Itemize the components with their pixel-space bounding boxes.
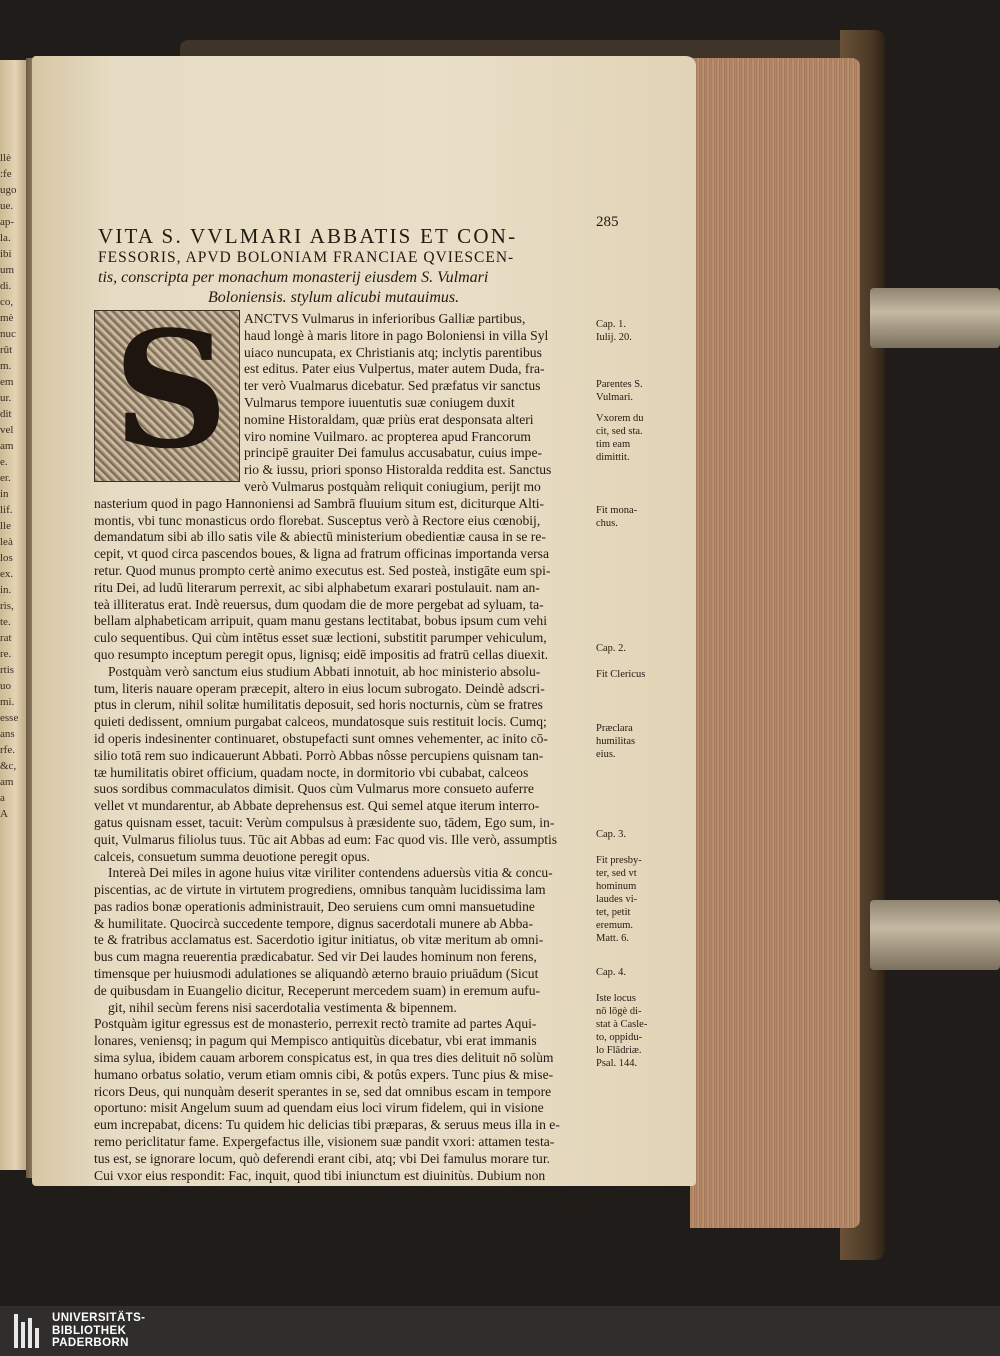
- left-margin-fragment: er.: [0, 472, 11, 484]
- metal-clasp-top: [870, 288, 1000, 348]
- left-margin-fragment: am: [0, 440, 14, 452]
- margin-note: [596, 828, 626, 841]
- text-line: quo resumpto inceptum peregit opus, lignisq; eidē impositis ad fratrū cellas diuexit.: [94, 646, 549, 662]
- left-margin-fragment: re.: [0, 648, 12, 660]
- margin-note-line: to, oppidu-: [596, 1032, 643, 1043]
- margin-note-line: lo Flādriæ.: [596, 1045, 642, 1056]
- left-margin-fragment: rfe.: [0, 744, 15, 756]
- initial-letter-glyph: S: [113, 296, 229, 484]
- margin-note-line: Fit Clericus: [596, 669, 646, 680]
- text-line: rio & iussu, priori sponso Historalda reddita est. Sanctus: [244, 462, 552, 478]
- margin-note-line: Cap. 2.: [596, 643, 627, 654]
- text-line: uiaco nuncupata, ex Christianis atq; inclytis parentibus: [244, 344, 542, 360]
- text-line: & humilitate. Quocircà succedente tempore, dignus sacerdotali munere ab Abba-: [94, 915, 533, 931]
- margin-note: [596, 992, 647, 1070]
- text-line: verò Vulmarus postquàm reliquit coniugium, perijt mo: [244, 478, 541, 494]
- left-margin-fragment: lif.: [0, 504, 13, 516]
- left-margin-fragment: ex.: [0, 568, 14, 580]
- text-line: principē grauiter Dei famulus accusabatur, cuius impe-: [244, 445, 543, 461]
- text-line: rò pa-: [555, 1201, 588, 1217]
- left-margin-fragment: la.: [0, 232, 11, 244]
- text-line: suos sordibus commaculatos dimisit. Quos cùm Vulmarus more consueto auferre: [94, 781, 534, 797]
- text-line: eum increpabat, dicens: Tu quidem hic delicias tibi præparas, & seruus meus illa in e-: [94, 1117, 560, 1133]
- left-margin-fragment: te.: [0, 616, 11, 628]
- left-margin-fragment: &c,: [0, 760, 17, 772]
- text-line: est editus. Pater eius Vulpertus, mater autem Duda, fra-: [244, 361, 545, 377]
- left-margin-fragment: m.: [0, 360, 12, 372]
- right-page: [32, 56, 696, 1217]
- left-margin-fragment: in: [0, 488, 9, 500]
- margin-note: [596, 504, 637, 530]
- title-line-3: tis, conscripta per monachum monasterij eiusdem S. Vulmari: [98, 269, 489, 286]
- title-line-1: VITA S. VVLMARI ABBATIS ET CON-: [98, 224, 518, 248]
- margin-note-line: Matt. 6.: [596, 933, 629, 944]
- margin-note-line: eremum.: [596, 920, 634, 931]
- margin-note-line: cit, sed sta.: [596, 426, 643, 437]
- margin-note-line: nō lōgè di-: [596, 1006, 642, 1017]
- text-line: nasterium quod in pago Hannoniensi ad Sambrā fluuium situm est, diciturque Alti-: [94, 495, 545, 511]
- margin-note: [596, 966, 626, 979]
- text-line: nomine Historaldam, quæ priùs erat desponsata alteri: [244, 411, 534, 427]
- left-margin-fragment: co,: [0, 296, 14, 308]
- margin-note: [596, 412, 644, 464]
- text-line: gatus quisnam esset, tacuit: Verùm compulsus à præsidente suo, tādem, Ego sum, in-: [94, 814, 555, 830]
- library-watermark: [0, 1306, 1000, 1356]
- left-margin-fragment: um: [0, 264, 15, 276]
- margin-note-line: Iulij. 20.: [596, 332, 632, 343]
- left-margin-fragment: uo: [0, 680, 11, 692]
- text-line: tum, literis nauare operam præcepit, altero in eius locum subrogato. Deindè adscri-: [94, 680, 545, 696]
- left-margin-fragment: :fe: [0, 168, 12, 180]
- margin-note: [596, 642, 626, 655]
- text-line: ter verò Vualmarus dicebatur. Sed præfatus vir sanctus: [244, 378, 541, 394]
- margin-note-line: Cap. 1.: [596, 319, 627, 330]
- margin-note: [596, 378, 643, 404]
- text-line: bellam alphabeticam arripuit, quam manu gestans lectitabat, bobus ipsum cum vehi: [94, 613, 548, 629]
- text-line: Postquàm verò sanctum eius studium Abbati innotuit, ab hoc ministerio absolu-: [108, 663, 541, 679]
- text-line: Intereà Dei miles in agone huius vitæ viriliter contendens aduersùs vitia & concu-: [108, 865, 553, 881]
- left-margin-fragment: em: [0, 376, 14, 388]
- text-line: quieti dedissent, omnium purgabat calceos, mundatosque suis restituit locis. Cumq;: [94, 714, 547, 730]
- text-line: tus est, se ignorare locum, quò deferendi erant cibi, atq; vbi Dei famulus morare tur.: [94, 1150, 551, 1166]
- left-margin-fragment: nuc: [0, 328, 16, 340]
- left-margin-fragment: rūt: [0, 344, 13, 356]
- page-number: 285: [596, 214, 619, 230]
- text-line: lonares, veniensq; in pagum qui Mempisco antiquitùs dicebatur, vbi erat immanis: [94, 1033, 537, 1049]
- left-margin-fragment: los: [0, 552, 13, 564]
- left-margin-fragment: rtis: [0, 664, 15, 676]
- margin-note-line: tet, petit: [596, 907, 631, 918]
- text-line: te & fratribus acclamatus est. Sacerdotio igitur initiatus, ob vitæ meritum ab omni-: [94, 932, 544, 948]
- left-page-cut-text: [0, 150, 28, 822]
- left-margin-fragment: ur.: [0, 392, 12, 404]
- margin-note-line: humilitas: [596, 736, 636, 747]
- margin-note-line: hominum: [596, 881, 637, 892]
- text-line: oportuno: misit Angelum suum ad quendam eius loci virum fidelem, qui in visione: [94, 1100, 544, 1116]
- text-line: est, quin Angelus Dei bonus comitabitur te, & deducet ad destinatum locum: ego ve-: [94, 1184, 554, 1200]
- text-line: ANCTVS Vulmarus in inferioribus Galliæ partibus,: [244, 311, 526, 326]
- margin-note-line: Vxorem du: [596, 413, 644, 424]
- text-line: Cui vxor eius respondit: Fac, inquit, quod tibi iniunctum est diuinitùs. Dubium non: [94, 1167, 546, 1183]
- text-line: de quibusdam in Euangelio dicitur, Receperunt mercedem suam) in eremum aufu-: [94, 982, 541, 998]
- margin-note-line: Fit mona-: [596, 505, 638, 516]
- margin-note-line: Cap. 3.: [596, 829, 627, 840]
- margin-note-line: Cap. 4.: [596, 967, 627, 978]
- text-line: sima sylua, ibidem cauam arborem conspicatus est, in qua tres dies delituit nō solùm: [94, 1050, 554, 1066]
- left-page-sliver: [0, 60, 28, 1170]
- text-line: montis, vbi tunc monasticus ordo florebat. Susceptus verò à Rectore eius cœnobij,: [94, 512, 541, 528]
- margin-note-line: eius.: [596, 749, 616, 760]
- margin-note: [596, 722, 635, 761]
- margin-note-line: dimittit.: [596, 452, 630, 463]
- metal-clasp-bottom: [870, 900, 1000, 970]
- text-line: teà illiteratus erat. Indè reuersus, dum quodam die de more pergebat ad syluam, ta-: [94, 596, 544, 612]
- text-line: ptus in clerum, nihil solitæ humilitatis deposuit, sed horis nocturnis, cùm se fratres: [94, 697, 543, 713]
- text-line: Postquàm igitur egressus est de monasterio, perrexit rectò tramite ad partes Aqui-: [94, 1016, 537, 1032]
- left-margin-fragment: esse: [0, 712, 19, 724]
- decorated-initial: [94, 296, 240, 484]
- text-line: culo sequentibus. Qui cùm intētus esset suæ lectioni, substitit parumper vehiculum,: [94, 630, 547, 646]
- text-line: humano orbatus solatio, verum etiam omnis cibi, & potûs expers. Tunc pius & mise-: [94, 1066, 554, 1082]
- text-line: bus cum magna reuerentia prædicabatur. Sed vir Dei laudes hominum non ferens,: [94, 949, 537, 965]
- text-line: pas radios bonæ operationis administrauit, Deo seruiens cum omni mansuetudine: [94, 898, 535, 914]
- title-line-2: FESSORIS, APVD BOLONIAM FRANCIAE QVIESCEN-: [98, 249, 515, 266]
- margin-note-line: tim eam: [596, 439, 631, 450]
- left-margin-fragment: ris,: [0, 600, 14, 612]
- text-line: viro nomine Vuilmaro. ac propterea apud Francorum: [244, 428, 531, 444]
- text-line: piscentias, ac de virtute in virtutem progrediens, omnibus tanquàm lucidissima lam: [94, 882, 546, 898]
- left-margin-fragment: ibi: [0, 248, 12, 260]
- text-line: silio totā rem suo indicauerunt Abbati. Porrò Abbas nôsse percupiens quisnam tan-: [94, 747, 544, 763]
- margin-note-line: chus.: [596, 518, 618, 529]
- text-line: tæ humilitatis obiret officium, quadam nocte, in dormitorio vbi cubabat, calceos: [94, 764, 529, 780]
- margin-note-line: Præclara: [596, 723, 633, 734]
- margin-note-line: Psal. 144.: [596, 1058, 638, 1069]
- text-line: demandatum sibi ab illo satis vile & abiectū ministerium obedientiæ causa in se re-: [94, 529, 546, 545]
- text-line: git, nihil secùm ferens nisi sacerdotalia vestimenta & bipennem.: [108, 999, 457, 1015]
- left-margin-fragment: rat: [0, 632, 12, 644]
- left-margin-fragment: llè: [0, 152, 11, 164]
- left-margin-fragment: dit: [0, 408, 12, 420]
- text-line: vellet vt mundarentur, ab Abbate deprehensus est. Qui semel atque iterum interro-: [94, 798, 540, 814]
- margin-note-line: laudes vi-: [596, 894, 638, 905]
- left-margin-fragment: leà: [0, 536, 13, 548]
- text-line: timensque per huiusmodi adulationes se aliquandò æterno brauio priuādum (Sicut: [94, 966, 539, 982]
- library-logo-icon: [14, 1314, 44, 1348]
- library-name-line: UNIVERSITÄTS-: [52, 1312, 146, 1324]
- left-margin-fragment: ugo: [0, 184, 17, 196]
- left-margin-fragment: di.: [0, 280, 12, 292]
- text-line: cepit, vt quod circa pascendos boues, & ligna ad fratrum officinas importanda versa: [94, 546, 549, 562]
- text-line: quit, Vulmarus filiolus tuus. Tūc ait Abbas ad eum: Fac quod vis. Ille verò, assumptis: [94, 831, 558, 847]
- left-margin-fragment: ans: [0, 728, 15, 740]
- left-margin-fragment: ue.: [0, 200, 14, 212]
- library-name-line: PADERBORN: [52, 1337, 129, 1349]
- text-line: retur. Quod munus prompto certè animo executus est. Sed posteà, instigāte eum spi-: [94, 562, 551, 578]
- margin-note-line: Vulmari.: [596, 392, 633, 403]
- text-line: haud longè à maris litore in pago Boloniensi in villa Syl: [244, 327, 549, 343]
- margin-note: [596, 854, 642, 945]
- page-block-edge: [690, 58, 860, 1228]
- left-margin-fragment: a: [0, 792, 5, 804]
- margin-note: [596, 668, 645, 681]
- margin-note-line: Parentes S.: [596, 379, 643, 390]
- text-line: Vulmarus tempore iuuentutis suæ coniugem duxit: [244, 394, 515, 410]
- text-line: id operis indesinenter continuaret, obstupefacti sunt omnes vehementer, ac inito cō-: [94, 730, 548, 746]
- text-line: remo periclitatur fame. Expergefactus ille, visionem suæ pandit vxori: attamen testa-: [94, 1134, 555, 1150]
- left-margin-fragment: mi.: [0, 696, 15, 708]
- left-margin-fragment: in.: [0, 584, 12, 596]
- title-line-4: Boloniensis. stylum alicubi mutauimus.: [208, 289, 460, 306]
- left-margin-fragment: e.: [0, 456, 8, 468]
- margin-note: [596, 318, 632, 344]
- left-margin-fragment: lle: [0, 520, 11, 532]
- left-margin-fragment: mè: [0, 312, 14, 324]
- margin-note-line: Iste locus: [596, 993, 636, 1004]
- text-line: ricors Deus, qui nunquàm deserit sperantes in se, sed dat omnibus escam in tempore: [94, 1083, 552, 1099]
- margin-note-line: ter, sed vt: [596, 868, 637, 879]
- library-name: [52, 1312, 145, 1350]
- left-margin-fragment: A: [0, 808, 8, 820]
- margin-note-line: Fit presby-: [596, 855, 642, 866]
- text-line: ritu Dei, ad ludū literarum perrexit, ac sibi alphabetum exarari postulauit. nam an-: [94, 579, 540, 595]
- margin-note-line: stat à Casle-: [596, 1019, 648, 1030]
- left-margin-fragment: ap-: [0, 216, 15, 228]
- left-margin-fragment: vel: [0, 424, 14, 436]
- left-margin-fragment: am: [0, 776, 14, 788]
- library-name-line: BIBLIOTHEK: [52, 1324, 127, 1337]
- text-line: calceis, consuetum summa deuotione peregit opus.: [94, 848, 370, 864]
